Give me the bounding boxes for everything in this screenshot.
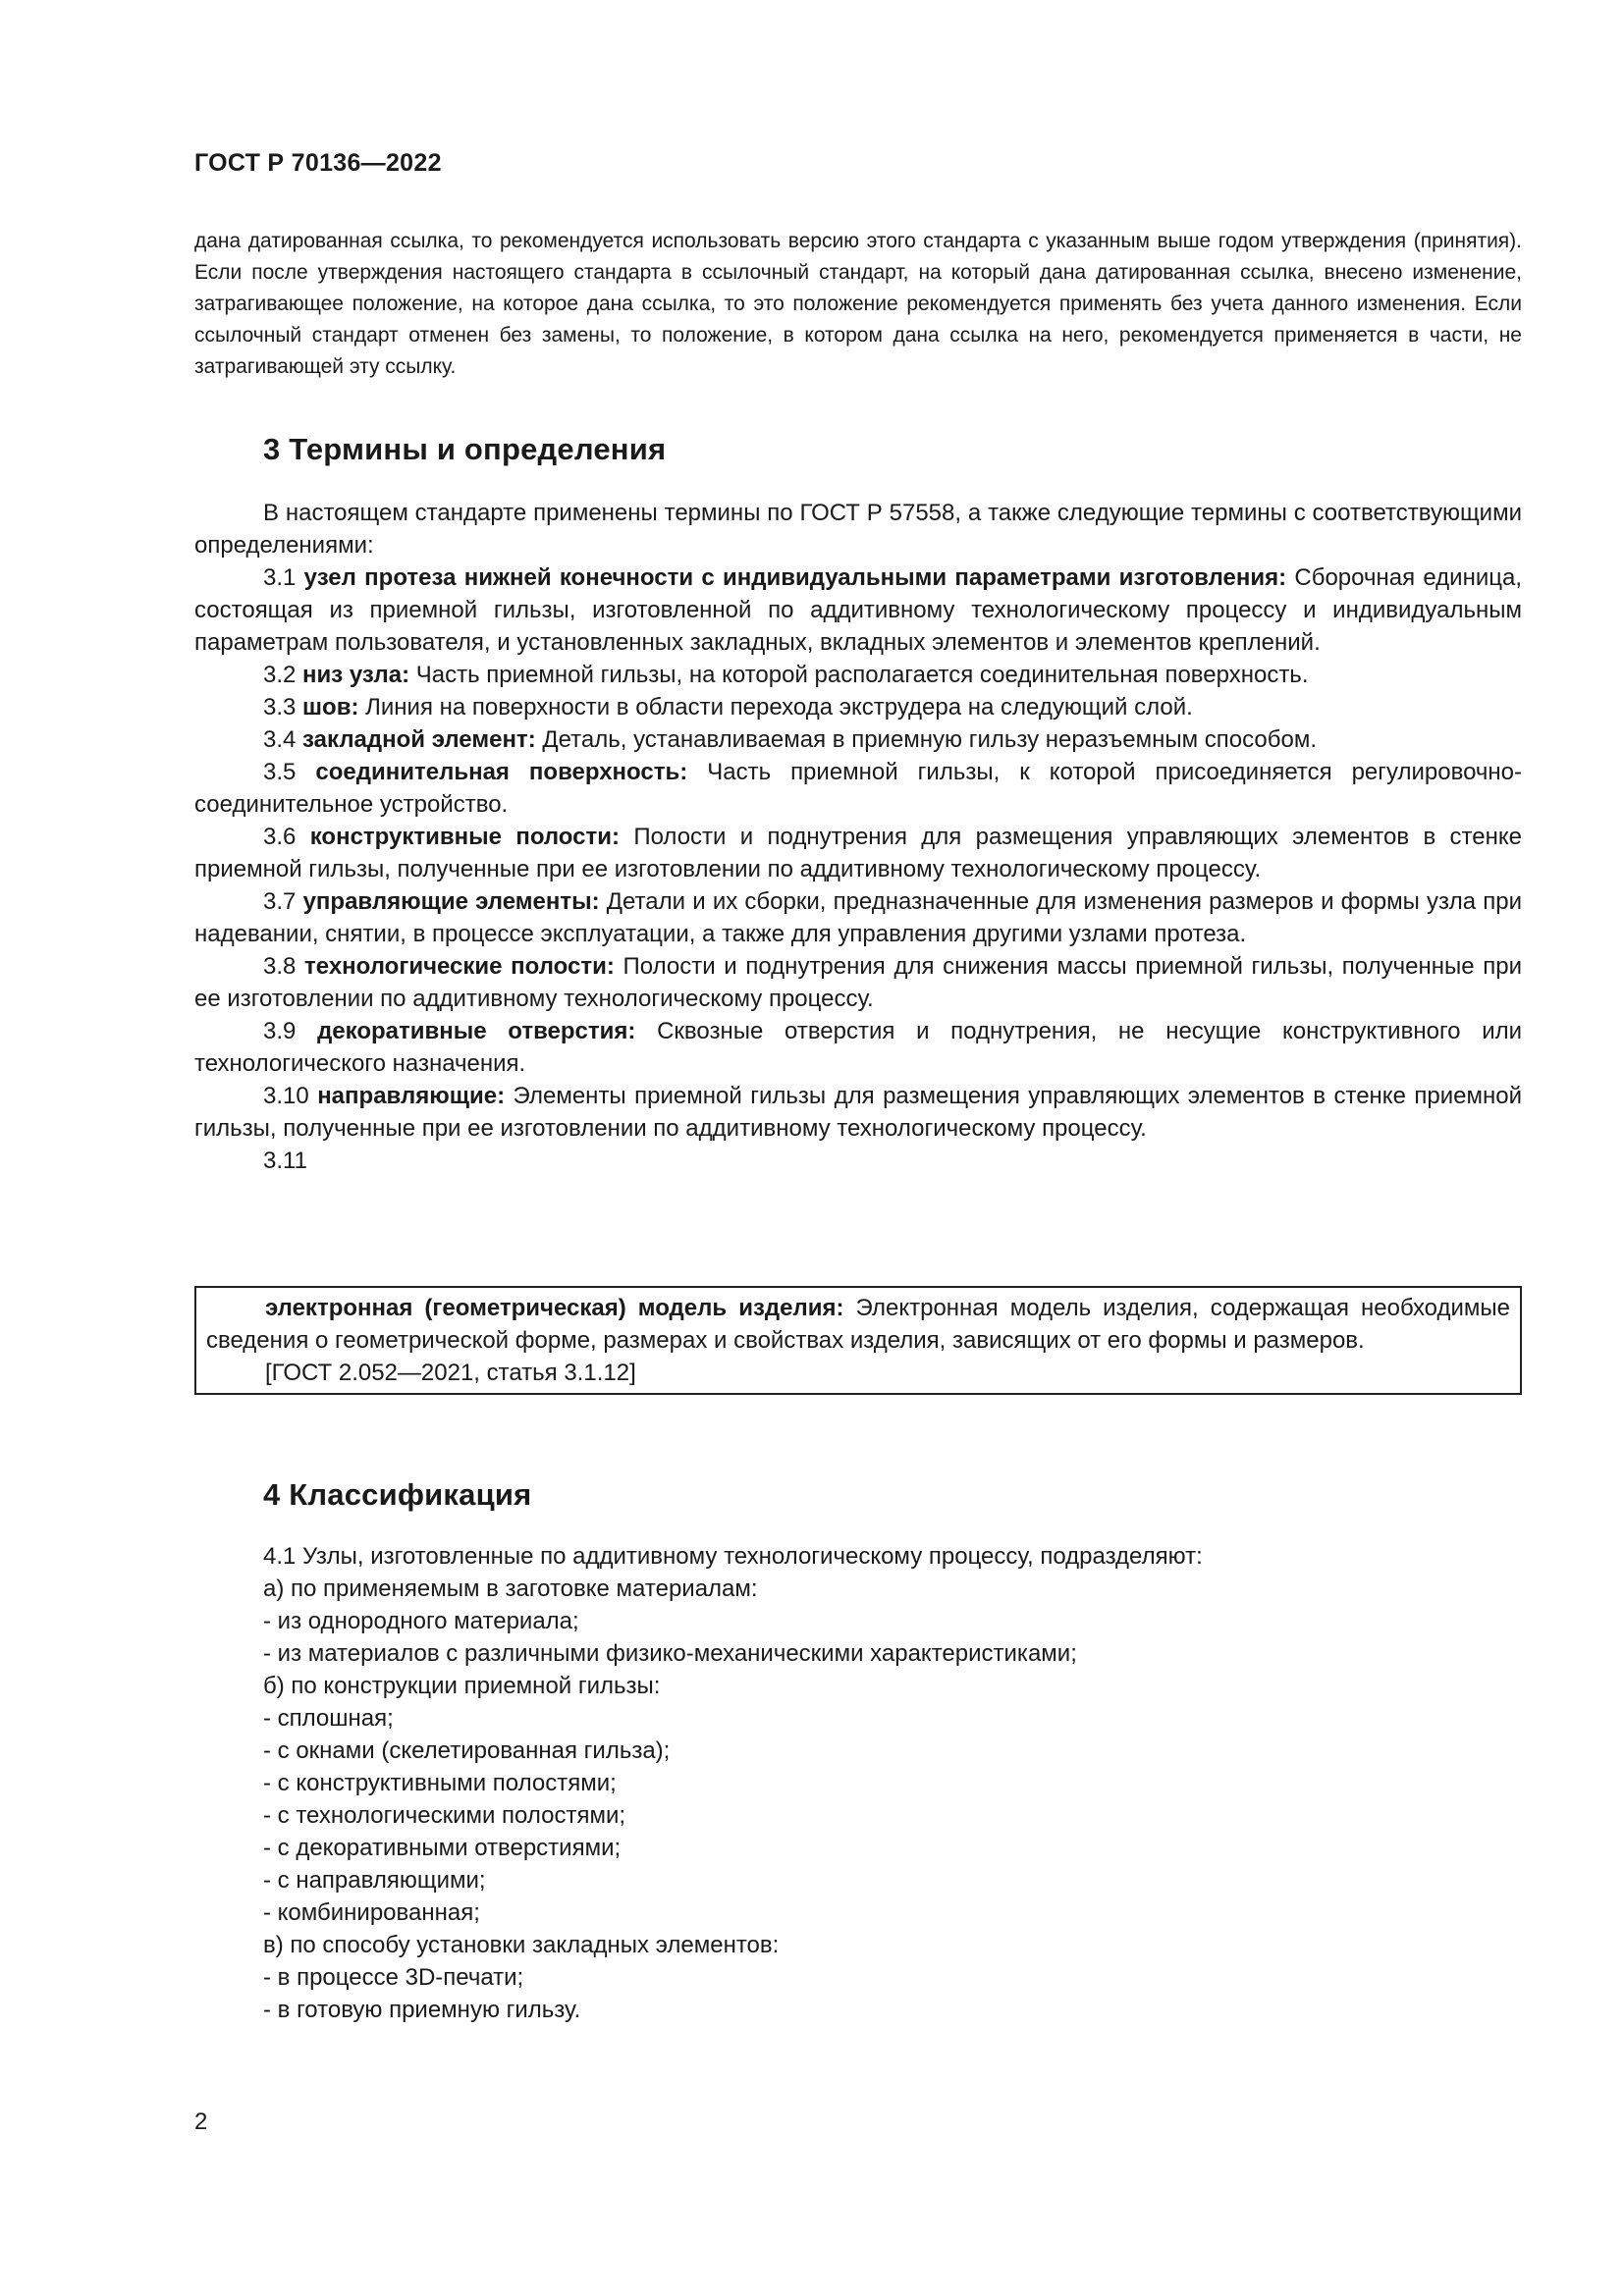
- term-item: [194, 821, 1522, 885]
- quoted-term: [206, 1292, 1510, 1357]
- list-item: - с технологическими полостями;: [263, 1802, 626, 1829]
- term-number: 3.10: [263, 1083, 309, 1109]
- list-item: 4.1 Узлы, изготовленные по аддитивному технологическому процессу, подразделяют:: [263, 1543, 1203, 1570]
- term-name: декоративные отверстия:: [317, 1018, 636, 1044]
- section-3-body: [194, 497, 1522, 1177]
- term-definition: Электронная модель изделия, содержащая необходимые сведения о геометрической форме, размерах и свойствах изделия, зависящих от его формы и размеров.: [206, 1295, 1511, 1354]
- section-3-lead: В настоящем стандарте применены термины по ГОСТ Р 57558, а также следующие термины с соответствующими определениями:: [194, 500, 1522, 559]
- term-number: 3.5: [263, 759, 297, 785]
- term-name: узел протеза нижней конечности с индивидуальными параметрами изготовления:: [303, 564, 1287, 591]
- term-number: 3.6: [263, 824, 297, 850]
- term-source: [ГОСТ 2.052—2021, статья 3.1.12]: [265, 1360, 636, 1386]
- term-number: 3.4: [263, 726, 297, 753]
- list-item: - сплошная;: [263, 1705, 394, 1732]
- term-name: управляющие элементы:: [302, 888, 600, 915]
- section-3-title: 3 Термины и определения: [263, 432, 667, 466]
- term-definition: Часть приемной гильзы, к которой присоединяется регулировочно-соединительное устройство.: [194, 759, 1523, 818]
- term-definition: Часть приемной гильзы, на которой располагается соединительная поверхность.: [415, 662, 1309, 688]
- list-item: - с окнами (скелетированная гильза);: [263, 1737, 671, 1764]
- term-number: 3.1: [263, 564, 297, 591]
- term-number: 3.3: [263, 694, 297, 721]
- term-name: технологические полости:: [304, 953, 615, 980]
- term-item: [194, 659, 1522, 691]
- term-item: [194, 1015, 1522, 1080]
- term-number: 3.9: [263, 1018, 297, 1044]
- term-number: 3.8: [263, 953, 297, 980]
- list-item: - в процессе 3D-печати;: [263, 1964, 524, 1991]
- term-item: [194, 1080, 1522, 1145]
- term-item: [194, 885, 1522, 950]
- term-definition: Деталь, устанавливаемая в приемную гильзу неразъемным способом.: [542, 726, 1318, 753]
- term-definition: Сборочная единица, состоящая из приемной гильзы, изготовленной по аддитивному технологическому процессу и индивидуальным параметрам пользователя, и установленных закладных, вкладных элементов и элементов креплений.: [194, 564, 1522, 656]
- term-11-number: 3.11: [263, 1148, 307, 1174]
- term-definition: Детали и их сборки, предназначенные для изменения размеров и формы узла при надевании, снятии, в процессе эксплуатации, а также для управления другими узлами протеза.: [194, 888, 1523, 947]
- term-item: [194, 950, 1522, 1015]
- term-number: 3.2: [263, 662, 297, 688]
- term-name: соединительная поверхность:: [315, 759, 688, 785]
- list-item: а) по применяемым в заготовке материалам:: [263, 1575, 758, 1602]
- list-item: - с конструктивными полостями;: [263, 1770, 617, 1796]
- term-name: шов:: [302, 694, 359, 721]
- list-item: - с декоративными отверстиями;: [263, 1835, 622, 1861]
- section-4-title: 4 Классификация: [263, 1477, 532, 1512]
- list-item: - комбинированная;: [263, 1899, 480, 1926]
- list-item: - из материалов с различными физико-механическими характеристиками;: [263, 1640, 1077, 1667]
- term-definition: Полости и поднутрения для снижения массы приемной гильзы, полученные при ее изготовлении по аддитивному технологическому процессу.: [194, 953, 1522, 1012]
- list-item: б) по конструкции приемной гильзы:: [263, 1673, 661, 1699]
- term-name: конструктивные полости:: [309, 824, 620, 850]
- list-item: - из однородного материала;: [263, 1608, 579, 1634]
- term-item: [194, 691, 1522, 723]
- list-item: - в готовую приемную гильзу.: [263, 1997, 581, 2023]
- document-header: ГОСТ Р 70136—2022: [194, 149, 442, 177]
- term-item: [194, 561, 1522, 659]
- document-page: [194, 0, 1522, 2296]
- term-item: [194, 723, 1522, 756]
- list-item: в) по способу установки закладных элементов:: [263, 1932, 780, 1958]
- page-number: 2: [194, 2109, 208, 2135]
- term-name: электронная (геометрическая) модель изделия:: [265, 1295, 844, 1321]
- term-definition: Полости и поднутрения для размещения управляющих элементов в стенке приемной гильзы, полученные при ее изготовлении по аддитивному технологическому процессу.: [194, 824, 1522, 882]
- term-item: [194, 756, 1522, 821]
- quoted-term-box: [194, 1286, 1522, 1395]
- term-definition: Сквозные отверстия и поднутрения, не несущие конструктивного или технологического назначения.: [194, 1018, 1523, 1077]
- term-name: закладной элемент:: [302, 726, 536, 753]
- term-definition: Элементы приемной гильзы для размещения управляющих элементов в стенке приемной гильзы, полученные при ее изготовлении по аддитивному технологическому процессу.: [194, 1083, 1522, 1142]
- term-name: направляющие:: [317, 1083, 506, 1109]
- term-number: 3.7: [263, 888, 297, 915]
- classification-list: [263, 1540, 1520, 2026]
- term-name: низ узла:: [302, 662, 410, 688]
- intro-paragraph: дана датированная ссылка, то рекомендуется использовать версию этого стандарта с указанным выше годом утверждения (принятия). Если после утверждения настоящего стандарта в ссылочный стандарт, на который дана датированная ссылка, внесено изменение, затрагивающее положение, на которое дана ссылка, то это положение рекомендуется применять без учета данного изменения. Если ссылочный стандарт отменен без замены, то положение, в котором дана ссылка на него, рекомендуется применяется в части, не затрагивающей эту ссылку.: [194, 230, 1522, 378]
- list-item: - с направляющими;: [263, 1867, 486, 1894]
- term-definition: Линия на поверхности в области перехода экструдера на следующий слой.: [365, 694, 1193, 721]
